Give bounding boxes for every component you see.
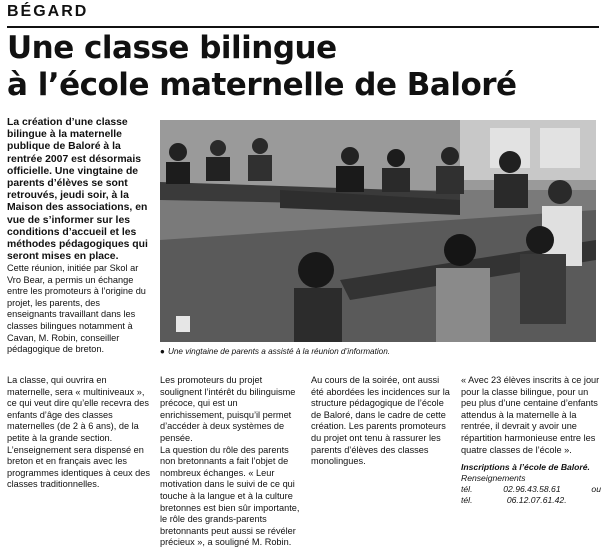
section-label: BÉGARD (7, 3, 89, 20)
column-1-intro (7, 263, 152, 356)
tel-label-1: tél. (461, 484, 473, 495)
headline-line-2: à l’école maternelle de Baloré (7, 67, 517, 103)
column-2 (160, 375, 300, 549)
headline (7, 30, 602, 104)
body-paragraph-1: Cette réunion, initiée par Skol ar Vro Bear, a permis un échange entre les promoteurs à l’origine du projet, les parents, des enseignants travaillant dans les classes bilingues notamment à Cavan, M. Robin, conseiller pédagogique de breton. (7, 263, 146, 355)
column-3 (311, 375, 454, 468)
contact-box (461, 462, 601, 506)
body-paragraph-6: « Avec 23 élèves inscrits à ce jour pour la classe bilingue, pour un peu plus d’une centaine d’enfants attendus à la maternelle à la rentrée, il devrait y avoir une répartition harmonieuse entre les quatre classes de l’école ». (461, 375, 600, 455)
column-1-cont (7, 375, 152, 491)
lede-paragraph: La création d’une classe bilingue à la maternelle publique de Baloré à la rentrée 2007 est désormais officielle. Une vingtaine de parents d’élèves se sont retrouvés, jeudi soir, à la Maison des associations, en vue de s’informer sur les conditions d’accueil et les méthodes pédagogiques qui seront mises en place. (7, 117, 148, 263)
caption-text: Une vingtaine de parents a assisté à la réunion d’information. (167, 347, 391, 356)
column-4 (461, 375, 601, 506)
contact-row-1 (461, 484, 601, 495)
or-label: ou (591, 484, 601, 495)
body-paragraph-4: La question du rôle des parents non bretonnants a fait l’objet de nombreux échanges. « Leur motivation dans le suivi de ce qui touche à la langue et à la culture bretonnes est bien sûr importante, le rôle des grands-parents bretonnants peut aussi se révéler précieux », a souligné M. Robin. (160, 444, 300, 548)
meeting-photo (160, 120, 596, 342)
headline-line-1: Une classe bilingue (7, 30, 337, 66)
phone-number-2: 06.12.07.61.42. (506, 495, 567, 506)
contact-title: Inscriptions à l’école de Baloré. (461, 462, 590, 473)
body-paragraph-2: La classe, qui ouvrira en maternelle, sera « multiniveaux », ce qui veut dire qu’elle recevra des enfants d’âge des classes maternelles (de 2 à 6 ans), de la petite à la grande section. L’enseignement sera dispensé en breton et en français avec les programmes identiques à ceux des classes traditionnelles. (7, 375, 150, 490)
contact-row-2 (461, 495, 601, 506)
body-paragraph-3: Les promoteurs du projet soulignent l’intérêt du bilinguisme précoce, qui est un enrichissement, puisqu’il permet d’accéder à deux systèmes de pensée. (160, 375, 296, 443)
meeting-photo-illustration (160, 120, 596, 342)
contact-subtitle: Renseignements (461, 473, 526, 484)
section-rule (7, 26, 599, 28)
tel-label-2: tél. (461, 495, 473, 506)
photo-caption (160, 347, 600, 357)
phone-number-1: 02.96.43.58.61 (503, 484, 561, 495)
body-paragraph-5: Au cours de la soirée, ont aussi été abordées les incidences sur la structure pédagogique de l’école de Baloré, dans le cadre de cette création. Les parents promoteurs du projet ont tenu à rassurer les parents d’élèves des classes monolingues. (311, 375, 450, 467)
caption-bullet-icon: ● (160, 347, 165, 356)
